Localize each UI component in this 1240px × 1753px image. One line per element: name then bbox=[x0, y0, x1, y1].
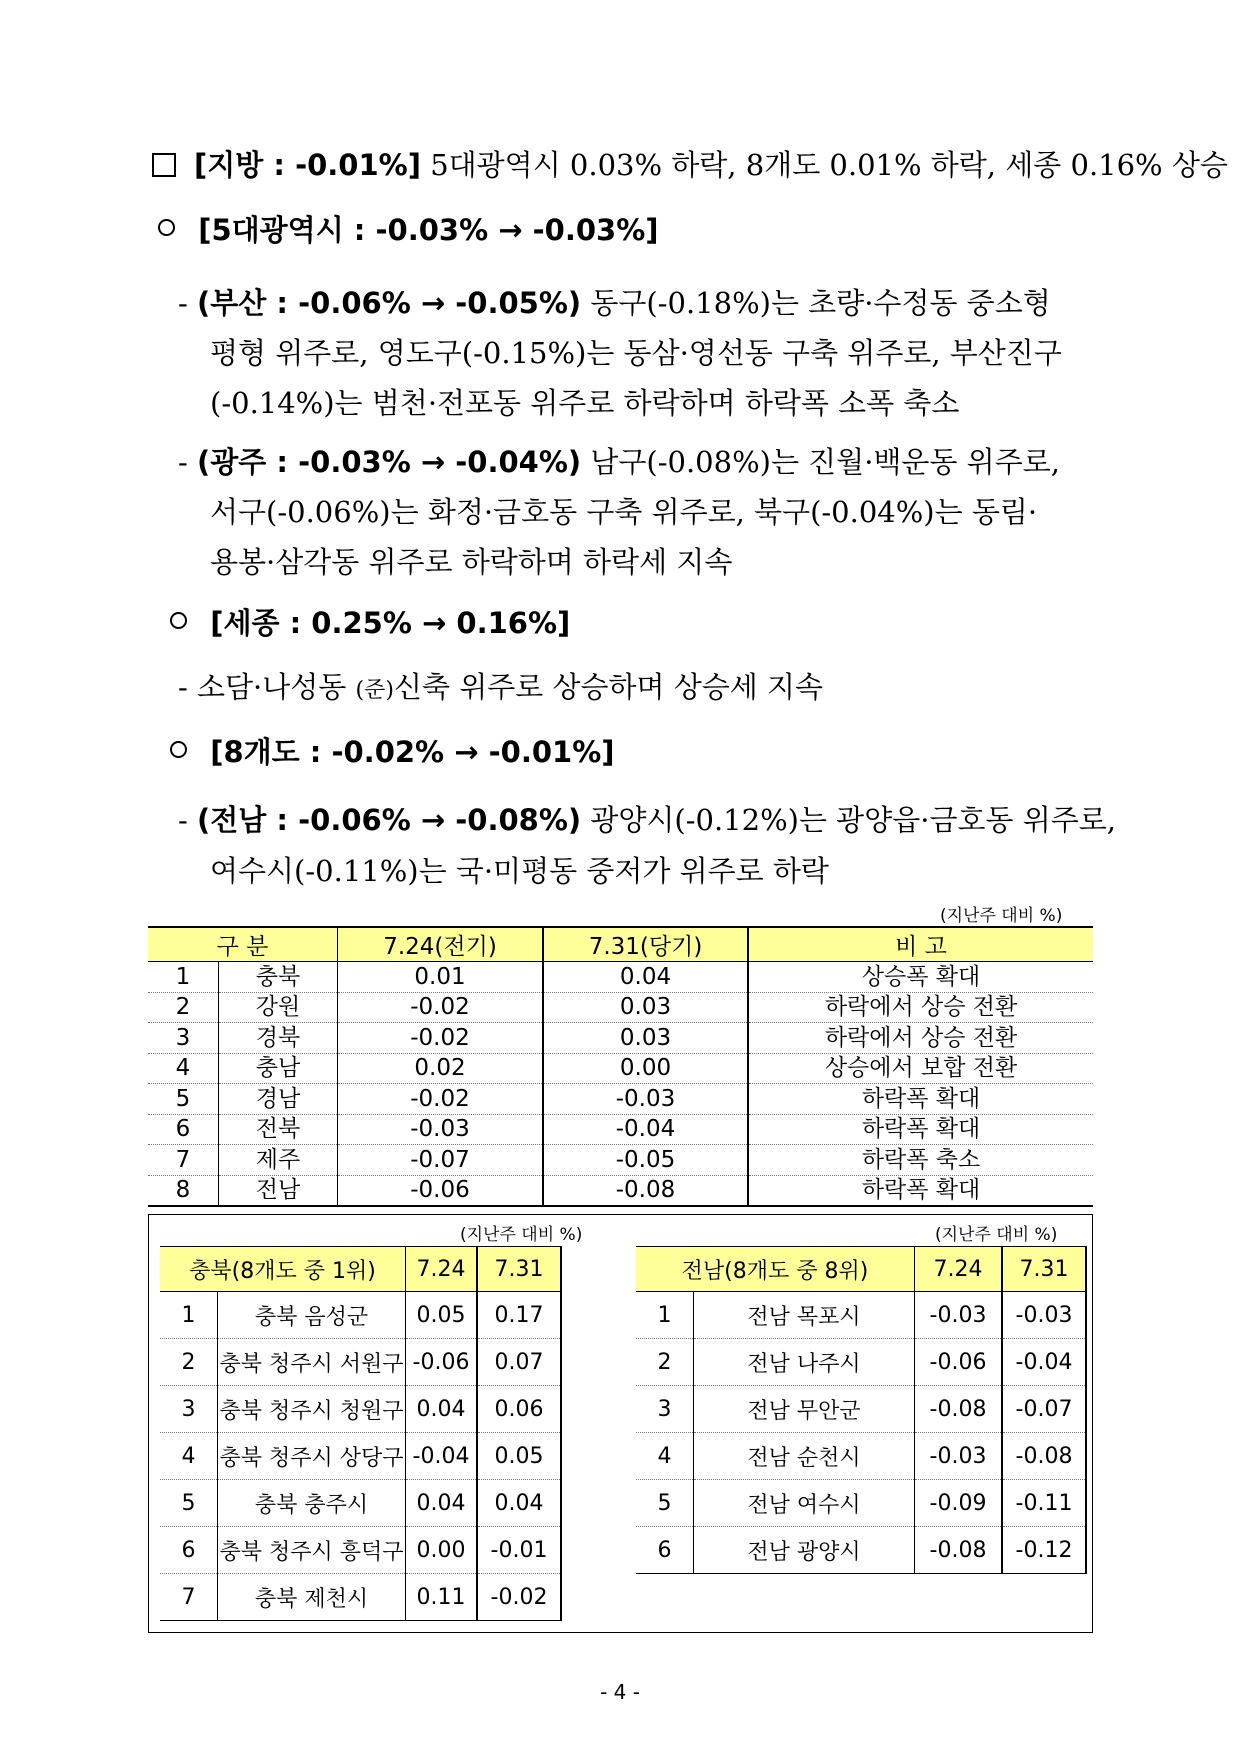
table-cell: 0.00 bbox=[543, 1053, 748, 1084]
table-cell: 0.06 bbox=[477, 1386, 561, 1433]
table-cell: 경남 bbox=[219, 1084, 338, 1115]
table-row bbox=[636, 1386, 1086, 1433]
table-cell: 전북 bbox=[219, 1114, 338, 1145]
table-row bbox=[148, 1175, 1093, 1206]
table-cell: -0.04 bbox=[543, 1114, 748, 1145]
section-header bbox=[152, 145, 1228, 185]
gwangju-text-1: 남구(-0.08%)는 진월·백운동 위주로, bbox=[581, 445, 1060, 479]
jeonnam-header-title: 전남(8개도 중 8위) bbox=[636, 1247, 915, 1292]
page-number: - 4 - bbox=[600, 1680, 640, 1704]
jeonnam-paragraph-line1 bbox=[178, 800, 1116, 840]
table-cell: 하락폭 축소 bbox=[748, 1145, 1093, 1176]
table-cell: 상승폭 확대 bbox=[748, 962, 1093, 993]
column-header-remark: 비 고 bbox=[748, 927, 1093, 962]
table-cell: 6 bbox=[148, 1114, 219, 1145]
table-cell: -0.05 bbox=[543, 1145, 748, 1176]
jeonnam-text-2: 여수시(-0.11%)는 국·미평동 중저가 위주로 하락 bbox=[210, 854, 829, 888]
table-cell: 하락폭 확대 bbox=[748, 1114, 1093, 1145]
table-header-row bbox=[160, 1247, 561, 1292]
table-cell: 경북 bbox=[219, 1023, 338, 1054]
table-row bbox=[148, 1084, 1093, 1115]
table-cell: 하락에서 상승 전환 bbox=[748, 992, 1093, 1023]
table-cell: 2 bbox=[160, 1339, 218, 1386]
table-cell: -0.03 bbox=[915, 1292, 1003, 1339]
table-cell: -0.02 bbox=[477, 1574, 561, 1621]
table-cell: 0.05 bbox=[406, 1292, 478, 1339]
table-cell: 1 bbox=[160, 1292, 218, 1339]
sejong-title: [세종 : 0.25% → 0.16%] bbox=[210, 606, 571, 640]
table-cell: 4 bbox=[160, 1433, 218, 1480]
table-cell: -0.08 bbox=[1002, 1433, 1086, 1480]
table-cell: -0.07 bbox=[1002, 1386, 1086, 1433]
table-cell: 5 bbox=[148, 1084, 219, 1115]
table-header-row bbox=[148, 927, 1093, 962]
sejong-text-b: (준) bbox=[355, 678, 394, 703]
busan-text-3: (-0.14%)는 범천·전포동 위주로 하락하며 하락폭 소폭 축소 bbox=[210, 386, 960, 420]
sejong-heading bbox=[170, 603, 570, 643]
circle-bullet-icon bbox=[170, 612, 187, 629]
table-cell: -0.04 bbox=[406, 1433, 478, 1480]
table-cell: -0.02 bbox=[338, 1084, 544, 1115]
jeonnam-table bbox=[636, 1246, 1087, 1574]
table-cell: 7 bbox=[148, 1145, 219, 1176]
table-cell: 0.02 bbox=[338, 1053, 544, 1084]
table-cell: 0.05 bbox=[477, 1433, 561, 1480]
busan-label: (부산 : -0.06% → -0.05%) bbox=[197, 286, 582, 320]
table-cell: 6 bbox=[636, 1527, 694, 1574]
table-cell: 3 bbox=[160, 1386, 218, 1433]
table-row bbox=[148, 1145, 1093, 1176]
gwangju-text-2: 서구(-0.06%)는 화정·금호동 구축 위주로, 북구(-0.04%)는 동림· bbox=[210, 495, 1038, 529]
checkbox-square-icon bbox=[152, 153, 176, 177]
table-cell: 2 bbox=[148, 992, 219, 1023]
main-table-note: (지난주 대비 %) bbox=[940, 906, 1063, 926]
table-cell: -0.08 bbox=[543, 1175, 748, 1206]
table-row bbox=[636, 1527, 1086, 1574]
dash-bullet: - bbox=[178, 670, 198, 704]
jeonnam-header-current: 7.31 bbox=[1002, 1247, 1086, 1292]
chungbuk-table bbox=[160, 1246, 562, 1621]
table-cell: 강원 bbox=[219, 992, 338, 1023]
jeonnam-label: (전남 : -0.06% → -0.08%) bbox=[197, 803, 582, 837]
table-cell: -0.01 bbox=[477, 1527, 561, 1574]
table-row bbox=[636, 1480, 1086, 1527]
table-cell: -0.06 bbox=[338, 1175, 544, 1206]
table-cell: 충북 청주시 흥덕구 bbox=[218, 1527, 406, 1574]
table-cell: -0.03 bbox=[915, 1433, 1003, 1480]
table-cell: 충북 청주시 서원구 bbox=[218, 1339, 406, 1386]
column-header-current: 7.31(당기) bbox=[543, 927, 748, 962]
table-row bbox=[160, 1292, 561, 1339]
circle-bullet-icon bbox=[158, 219, 175, 236]
table-cell: 0.07 bbox=[477, 1339, 561, 1386]
table-cell: 상승에서 보합 전환 bbox=[748, 1053, 1093, 1084]
table-cell: 하락폭 확대 bbox=[748, 1175, 1093, 1206]
section-header-label: [지방 : -0.01%] bbox=[194, 148, 421, 182]
table-cell: 충남 bbox=[219, 1053, 338, 1084]
jeonnam-text-1: 광양시(-0.12%)는 광양읍·금호동 위주로, bbox=[581, 803, 1116, 837]
table-cell: -0.11 bbox=[1002, 1480, 1086, 1527]
provinces-title: [8개도 : -0.02% → -0.01%] bbox=[210, 735, 615, 769]
busan-text-2: 평형 위주로, 영도구(-0.15%)는 동삼·영선동 구축 위주로, 부산진구 bbox=[210, 336, 1062, 370]
table-cell: 전남 나주시 bbox=[694, 1339, 915, 1386]
table-header-row bbox=[636, 1247, 1086, 1292]
dash-bullet: - bbox=[178, 286, 198, 320]
sejong-text bbox=[178, 667, 823, 711]
metro-heading bbox=[158, 210, 659, 250]
table-cell: -0.08 bbox=[915, 1527, 1003, 1574]
table-cell: 5 bbox=[636, 1480, 694, 1527]
busan-text-1: 동구(-0.18%)는 초량·수정동 중소형 bbox=[581, 286, 1051, 320]
table-cell: 7 bbox=[160, 1574, 218, 1621]
table-cell: 충북 청주시 상당구 bbox=[218, 1433, 406, 1480]
table-cell: 충북 음성군 bbox=[218, 1292, 406, 1339]
chungbuk-header-title: 충북(8개도 중 1위) bbox=[160, 1247, 406, 1292]
right-table-note: (지난주 대비 %) bbox=[935, 1225, 1058, 1245]
table-cell: 2 bbox=[636, 1339, 694, 1386]
table-row bbox=[160, 1574, 561, 1621]
table-row bbox=[148, 962, 1093, 993]
table-cell: -0.03 bbox=[1002, 1292, 1086, 1339]
table-row bbox=[148, 1023, 1093, 1054]
table-cell: -0.08 bbox=[915, 1386, 1003, 1433]
table-cell: 0.04 bbox=[477, 1480, 561, 1527]
table-cell: 하락폭 확대 bbox=[748, 1084, 1093, 1115]
column-header-prev: 7.24(전기) bbox=[338, 927, 544, 962]
table-row bbox=[160, 1433, 561, 1480]
table-row bbox=[160, 1527, 561, 1574]
table-cell: 0.04 bbox=[406, 1386, 478, 1433]
column-header-category: 구 분 bbox=[148, 927, 338, 962]
table-cell: -0.04 bbox=[1002, 1339, 1086, 1386]
table-cell: 0.04 bbox=[406, 1480, 478, 1527]
table-cell: 3 bbox=[636, 1386, 694, 1433]
table-cell: 전남 무안군 bbox=[694, 1386, 915, 1433]
table-cell: 0.03 bbox=[543, 992, 748, 1023]
table-cell: 6 bbox=[160, 1527, 218, 1574]
circle-bullet-icon bbox=[170, 741, 187, 758]
table-cell: -0.02 bbox=[338, 992, 544, 1023]
jeonnam-header-prev: 7.24 bbox=[915, 1247, 1003, 1292]
table-cell: -0.03 bbox=[338, 1114, 544, 1145]
table-cell: 4 bbox=[148, 1053, 219, 1084]
table-cell: -0.09 bbox=[915, 1480, 1003, 1527]
metro-title: [5대광역시 : -0.03% → -0.03%] bbox=[198, 213, 659, 247]
table-cell: 0.17 bbox=[477, 1292, 561, 1339]
table-cell: 전남 순천시 bbox=[694, 1433, 915, 1480]
table-cell: -0.02 bbox=[338, 1023, 544, 1054]
table-cell: -0.07 bbox=[338, 1145, 544, 1176]
table-cell: -0.03 bbox=[543, 1084, 748, 1115]
table-row bbox=[636, 1433, 1086, 1480]
table-row bbox=[160, 1339, 561, 1386]
table-cell: 충북 bbox=[219, 962, 338, 993]
sejong-text-c: 신축 위주로 상승하며 상승세 지속 bbox=[393, 670, 824, 704]
table-cell: 하락에서 상승 전환 bbox=[748, 1023, 1093, 1054]
table-cell: 0.00 bbox=[406, 1527, 478, 1574]
sejong-text-a: 소담·나성동 bbox=[197, 670, 356, 704]
table-row bbox=[160, 1386, 561, 1433]
table-cell: 1 bbox=[636, 1292, 694, 1339]
table-row bbox=[160, 1480, 561, 1527]
gwangju-text-3: 용봉·삼각동 위주로 하락하며 하락세 지속 bbox=[210, 545, 733, 579]
chungbuk-header-prev: 7.24 bbox=[406, 1247, 478, 1292]
table-cell: 3 bbox=[148, 1023, 219, 1054]
table-cell: -0.12 bbox=[1002, 1527, 1086, 1574]
table-row bbox=[148, 992, 1093, 1023]
table-cell: 8 bbox=[148, 1175, 219, 1206]
province-summary-table bbox=[148, 926, 1093, 1207]
table-cell: 4 bbox=[636, 1433, 694, 1480]
table-cell: 전남 bbox=[219, 1175, 338, 1206]
table-cell: 1 bbox=[148, 962, 219, 993]
section-header-text: 5대광역시 0.03% 하락, 8개도 0.01% 하락, 세종 0.16% 상승 bbox=[420, 148, 1228, 182]
dash-bullet: - bbox=[178, 445, 198, 479]
table-cell: 전남 광양시 bbox=[694, 1527, 915, 1574]
table-cell: 0.11 bbox=[406, 1574, 478, 1621]
table-cell: -0.06 bbox=[406, 1339, 478, 1386]
table-cell: 충북 제천시 bbox=[218, 1574, 406, 1621]
table-row bbox=[636, 1339, 1086, 1386]
busan-paragraph-line1 bbox=[178, 283, 1051, 323]
provinces-heading bbox=[170, 732, 615, 772]
table-cell: 충북 충주시 bbox=[218, 1480, 406, 1527]
table-row bbox=[148, 1053, 1093, 1084]
table-cell: -0.06 bbox=[915, 1339, 1003, 1386]
gwangju-paragraph-line1 bbox=[178, 442, 1060, 482]
dash-bullet: - bbox=[178, 803, 198, 837]
table-cell: 0.04 bbox=[543, 962, 748, 993]
table-cell: 충북 청주시 청원구 bbox=[218, 1386, 406, 1433]
table-cell: 전남 여수시 bbox=[694, 1480, 915, 1527]
chungbuk-header-current: 7.31 bbox=[477, 1247, 561, 1292]
table-row bbox=[636, 1292, 1086, 1339]
gwangju-label: (광주 : -0.03% → -0.04%) bbox=[197, 445, 582, 479]
table-cell: 0.03 bbox=[543, 1023, 748, 1054]
table-cell: 0.01 bbox=[338, 962, 544, 993]
table-cell: 5 bbox=[160, 1480, 218, 1527]
table-cell: 제주 bbox=[219, 1145, 338, 1176]
table-row bbox=[148, 1114, 1093, 1145]
left-table-note: (지난주 대비 %) bbox=[460, 1225, 583, 1245]
table-cell: 전남 목포시 bbox=[694, 1292, 915, 1339]
